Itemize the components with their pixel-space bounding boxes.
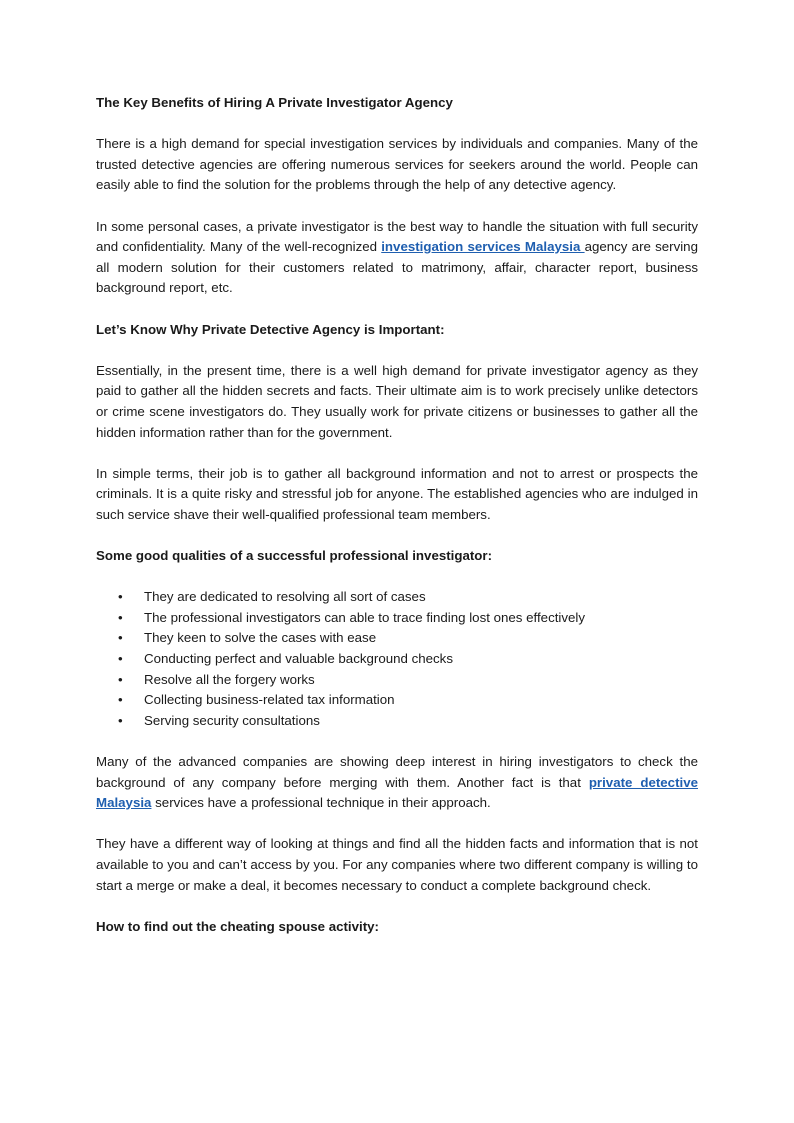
importance-paragraph: Essentially, in the present time, there is a well high demand for private investigator agency as they paid to gather all the hidden secrets and facts. Their ultimate aim is to work precisely unlike detectors or crime scene investigators do. They usually work for private citizens or businesses to gather all the hidden information rather than for the government. <box>96 362 698 440</box>
paragraph-text: Many of the advanced companies are showing deep interest in hiring investigators to check the background of any company before merging with them. Another fact is that <box>96 754 698 790</box>
list-item-text: The professional investigators can able to trace finding lost ones effectively <box>144 609 586 625</box>
document-page <box>96 93 698 958</box>
private-detective-link[interactable]: private detective Malaysia <box>96 774 698 811</box>
bullet-icon: • <box>118 692 123 708</box>
list-item <box>96 670 698 691</box>
personal-cases-paragraph <box>96 217 698 299</box>
section-heading-cheating-spouse: How to find out the cheating spouse activity: <box>96 918 379 934</box>
list-item-text: Collecting business-related tax information <box>144 692 395 708</box>
document-title: The Key Benefits of Hiring A Private Investigator Agency <box>96 95 453 110</box>
section-heading-importance: Let’s Know Why Private Detective Agency is Important: <box>96 321 445 337</box>
paragraph-text: services have a professional technique in their approach. <box>151 795 491 811</box>
investigation-services-link[interactable]: investigation services Malaysia <box>381 239 585 255</box>
bullet-icon: • <box>118 712 123 728</box>
bullet-icon: • <box>118 589 123 605</box>
list-item-text: They are dedicated to resolving all sort of cases <box>144 589 426 605</box>
list-item-text: They keen to solve the cases with ease <box>144 630 377 646</box>
list-item <box>96 711 698 732</box>
list-item-text: Serving security consultations <box>144 712 320 728</box>
list-item <box>96 690 698 711</box>
list-item-text: Resolve all the forgery works <box>144 671 315 687</box>
bullet-icon: • <box>118 609 123 625</box>
simple-terms-paragraph: In simple terms, their job is to gather all background information and not to arrest or prospects the criminals. It is a quite risky and stressful job for anyone. The established agencies who are indulged in such service shave their well-qualified professional team members. <box>96 465 698 522</box>
intro-paragraph: There is a high demand for special investigation services by individuals and companies. Many of the trusted detective agencies are offering numerous services for seekers around the world. People can easily able to find the solution for the problems through the help of any detective agency. <box>96 136 698 193</box>
list-item-text: Conducting perfect and valuable background checks <box>144 651 453 667</box>
paragraph-text: In some personal cases, a private investigator is the best way to handle the situation with full security and confidentiality. Many of the well-recognized <box>96 218 698 255</box>
list-item <box>96 608 698 629</box>
bullet-icon: • <box>118 651 123 667</box>
paragraph-text: agency are serving all modern solution for their customers related to matrimony, affair, character report, business background report, etc. <box>96 239 698 296</box>
advanced-companies-paragraph <box>96 752 698 814</box>
list-item <box>96 628 698 649</box>
bullet-icon: • <box>118 671 123 687</box>
section-heading-qualities: Some good qualities of a successful professional investigator: <box>96 548 493 564</box>
qualities-list <box>96 587 698 731</box>
bullet-icon: • <box>118 630 123 646</box>
list-item <box>96 649 698 670</box>
list-item <box>96 587 698 608</box>
different-way-paragraph: They have a different way of looking at things and find all the hidden facts and information that is not available to you and can’t access by you. For any companies where two different company is willing to start a merge or make a deal, it becomes necessary to conduct a complete background check. <box>96 836 698 893</box>
